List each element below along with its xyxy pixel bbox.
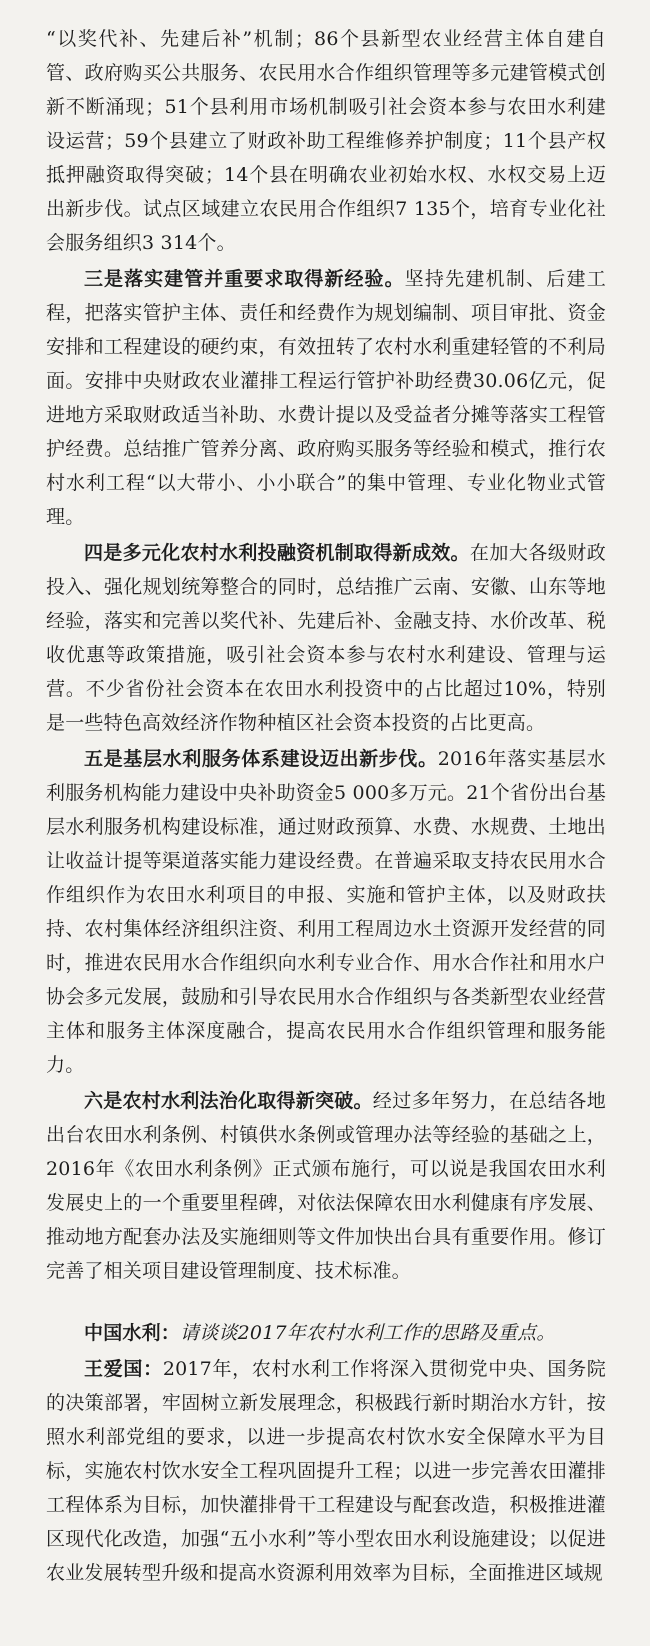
paragraph-5-text: 经过多年努力，在总结各地出台农田水利条例、村镇供水条例或管理办法等经验的基础之上，2016年《农田水利条例》正式颁布施行，可以说是我国农田水利发展史上的一个重要里程碑，对依法保障农田水利健康有序发展、推动地方配套办法及实施细则等文件加快出台具有重要作用。修订完善了相关项目建设管理制度、技术标准。 <box>46 1090 606 1282</box>
article-body <box>46 22 606 1592</box>
paragraph-5 <box>46 1084 606 1288</box>
paragraph-1-text: “以奖代补、先建后补”机制；86个县新型农业经营主体自建自管、政府购买公共服务、农民用水合作组织管理等多元建管模式创新不断涌现；51个县利用市场机制吸引社会资本参与农田水利建设运营；59个县建立了财政补助工程维修养护制度；11个县产权抵押融资取得突破；14个县在明确农业初始水权、水权交易上迈出新步伐。试点区域建立农民用合作组织7 135个，培育专业化社会服务组织3 314个。 <box>46 28 606 254</box>
paragraph-3 <box>46 536 606 740</box>
interview-answer <box>46 1352 606 1590</box>
paragraph-5-lead: 六是农村水利法治化取得新突破。 <box>84 1090 373 1112</box>
paragraph-4-lead: 五是基层水利服务体系建设迈出新步伐。 <box>84 748 438 770</box>
paragraph-2 <box>46 262 606 534</box>
paragraph-1 <box>46 22 606 260</box>
paragraph-3-lead: 四是多元化农村水利投融资机制取得新成效。 <box>84 542 470 564</box>
paragraph-4 <box>46 742 606 1082</box>
answer-speaker: 王爱国： <box>84 1358 163 1380</box>
question-text: 请谈谈2017年农村水利工作的思路及重点。 <box>180 1322 556 1344</box>
paragraph-3-text: 在加大各级财政投入、强化规划统筹整合的同时，总结推广云南、安徽、山东等地经验，落实和完善以奖代补、先建后补、金融支持、水价改革、税收优惠等政策措施，吸引社会资本参与农村水利建设、管理与运营。不少省份社会资本在农田水利投资中的占比超过10%，特别是一些特色高效经济作物种植区社会资本投资的占比更高。 <box>46 542 606 734</box>
paragraph-2-text: 坚持先建机制、后建工程，把落实管护主体、责任和经费作为规划编制、项目审批、资金安排和工程建设的硬约束，有效扭转了农村水利重建轻管的不利局面。安排中央财政农业灌排工程运行管护补助经费30.06亿元，促进地方采取财政适当补助、水费计提以及受益者分摊等落实工程管护经费。总结推广管养分离、政府购买服务等经验和模式，推行农村水利工程“以大带小、小小联合”的集中管理、专业化物业式管理。 <box>46 268 606 528</box>
question-speaker: 中国水利： <box>84 1322 181 1344</box>
section-spacer <box>46 1290 606 1316</box>
answer-text: 2017年，农村水利工作将深入贯彻党中央、国务院的决策部署，牢固树立新发展理念，积极践行新时期治水方针，按照水利部党组的要求，以进一步提高农村饮水安全保障水平为目标，实施农村饮水安全工程巩固提升工程；以进一步完善农田灌排工程体系为目标，加快灌排骨干工程建设与配套改造，积极推进灌区现代化改造，加强“五小水利”等小型农田水利设施建设；以促进农业发展转型升级和提高水资源利用效率为目标，全面推进区域规 <box>46 1358 606 1584</box>
paragraph-4-text: 2016年落实基层水利服务机构能力建设中央补助资金5 000多万元。21个省份出台基层水利服务机构建设标准，通过财政预算、水费、水规费、土地出让收益计提等渠道落实能力建设经费。在普遍采取支持农民用水合作组织作为农田水利项目的申报、实施和管护主体，以及财政扶持、农村集体经济组织注资、利用工程周边水土资源开发经营的同时，推进农民用水合作组织向水利专业合作、用水合作社和用水户协会多元发展，鼓励和引导农民用水合作组织与各类新型农业经营主体和服务主体深度融合，提高农民用水合作组织管理和服务能力。 <box>46 748 606 1076</box>
paragraph-2-lead: 三是落实建管并重要求取得新经验。 <box>84 268 405 290</box>
interview-question <box>46 1316 606 1350</box>
